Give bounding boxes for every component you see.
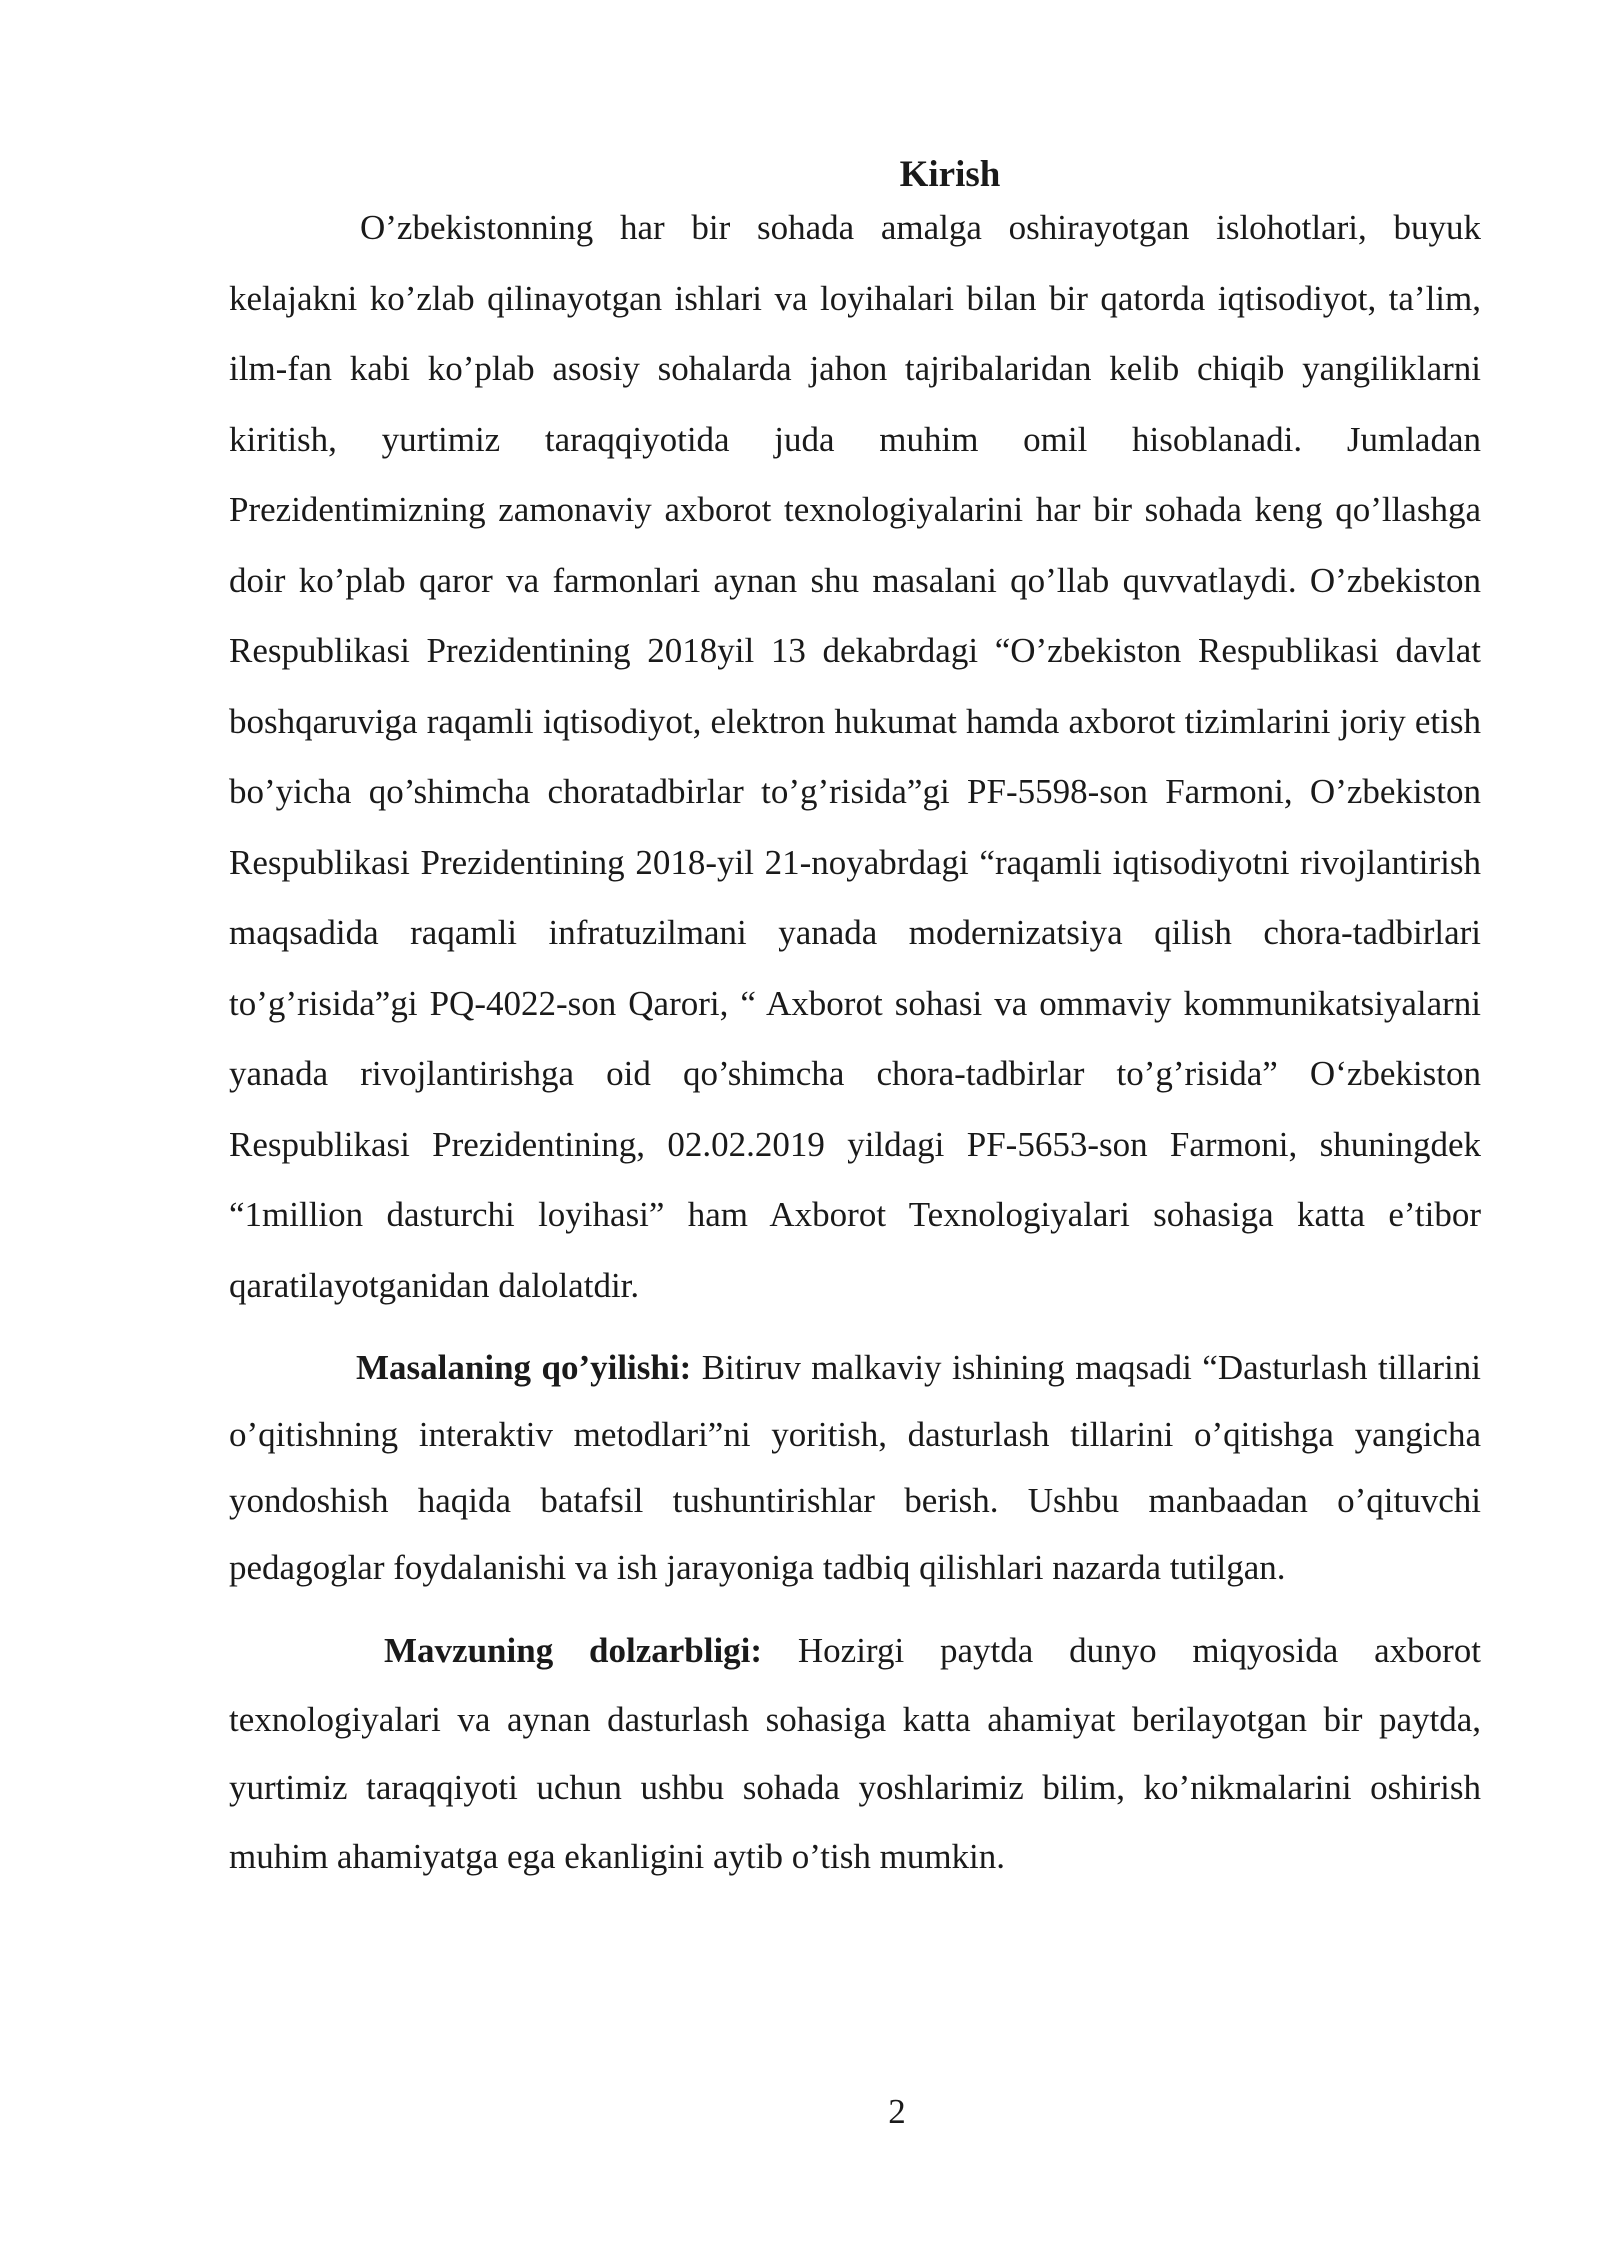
problem-text: Bitiruv malkaviy ishining maqsadi “Dasturlash tillarini o’qitishning interaktiv metodlari”ni yoritish, dasturlash tillarini o’qitishga yangicha yondoshish haqida batafsil tushuntirishlar berish. Ushbu manbaadan o’qituvchi pedagoglar foydalanishi va ish jarayoniga tadbiq qilishlari nazarda tutilgan. (229, 1348, 1482, 1587)
relevance-paragraph (229, 1617, 1481, 1891)
page-number: 2 (888, 2092, 906, 2131)
relevance-heading: Mavzuning dolzarbligi: (384, 1631, 763, 1670)
relevance-text: Hozirgi paytda dunyo miqyosida axborot texnologiyalari va aynan dasturlash sohasiga katta ahamiyat berilayotgan bir paytda, yurtimiz taraqqiyoti uchun ushbu sohada yoshlarimiz bilim, ko’nikmalarini oshirish muhim ahamiyatga ega ekanligini aytib o’tish mumkin. (229, 1631, 1481, 1876)
intro-paragraph: O’zbekistonning har bir sohada amalga oshirayotgan islohotlari, buyuk kelajakni ko’zlab qilinayotgan ishlari va loyihalari bilan bir qatorda iqtisodiyot, ta’lim, ilm-fan kabi ko’plab asosiy sohalarda jahon tajribalaridan kelib chiqib yangiliklarni kiritish, yurtimiz taraqqiyotida juda muhim omil hisoblanadi. Jumladan Prezidentimizning zamonaviy axborot texnologiyalarini har bir sohada keng qo’llashga doir ko’plab qaror va farmonlari aynan shu masalani qo’llab quvvatlaydi. O’zbekiston Respublikasi Prezidentining 2018yil 13 dekabrdagi “O’zbekiston Respublikasi davlat boshqaruviga raqamli iqtisodiyot, elektron hukumat hamda axborot tizimlarini joriy etish bo’yicha qo’shimcha choratadbirlar to’g’risida”gi PF-5598-son Farmoni, O’zbekiston Respublikasi Prezidentining 2018-yil 21-noyabrdagi “raqamli iqtisodiyotni rivojlantirish maqsadida raqamli infratuzilmani yanada modernizatsiya qilish chora-tadbirlari to’g’risida”gi PQ-4022-son Qarori, “ Axborot sohasi va ommaviy kommunikatsiyalarni yanada rivojlantirishga oid qo’shimcha chora-tadbirlar to’g’risida” O‘zbekiston Respublikasi Prezidentining, 02.02.2019 yildagi PF-5653-son Farmoni, shuningdek “1million dasturchi loyihasi” ham Axborot Texnologiyalari sohasiga katta e’tibor qaratilayotganidan dalolatdir. (229, 208, 1481, 1305)
problem-heading: Masalaning qo’yilishi: (356, 1348, 692, 1387)
document-body (229, 145, 1481, 1891)
section-title: Kirish (899, 154, 1001, 195)
problem-paragraph (229, 1335, 1481, 1601)
